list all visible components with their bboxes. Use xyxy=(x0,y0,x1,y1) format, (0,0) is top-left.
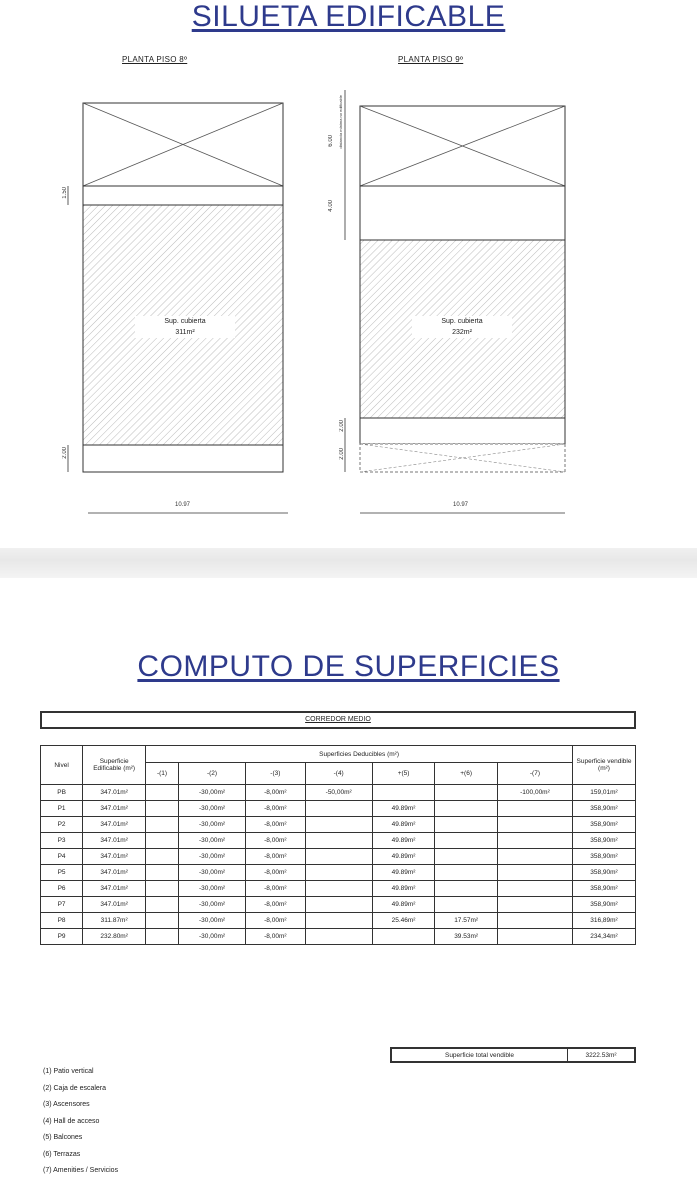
plan-right-label: PLANTA PISO 9º xyxy=(398,55,464,64)
table-cell: 358,90m² xyxy=(573,897,636,913)
dim-right-note: distancia mínima no edificable xyxy=(338,95,343,149)
table-cell xyxy=(146,897,179,913)
legend-item: (2) Caja de escalera xyxy=(43,1084,107,1092)
table-cell: -30,00m² xyxy=(178,913,245,929)
dim-right-b: 4.00 xyxy=(328,200,334,212)
table-cell: 232.80m² xyxy=(83,929,146,945)
dim-left-top: 1.50 xyxy=(62,187,68,199)
table-cell: 347.01m² xyxy=(83,897,146,913)
table-cell xyxy=(146,913,179,929)
row-level: P2 xyxy=(41,817,83,833)
table-cell: -8,00m² xyxy=(246,913,305,929)
surface-table xyxy=(40,745,636,945)
table-row xyxy=(41,849,636,865)
header-col-6: +(6) xyxy=(435,763,498,785)
table-cell xyxy=(497,897,572,913)
plan-right-drawing xyxy=(330,90,580,525)
sup-label: Sup. cubierta xyxy=(441,318,483,325)
table-cell: -8,00m² xyxy=(246,817,305,833)
row-level: P3 xyxy=(41,833,83,849)
table-cell xyxy=(305,881,372,897)
table-cell: 347.01m² xyxy=(83,865,146,881)
header-col-2: -(2) xyxy=(178,763,245,785)
header-col-7: -(7) xyxy=(497,763,572,785)
total-label: Superficie total vendible xyxy=(392,1049,568,1061)
table-cell: 347.01m² xyxy=(83,817,146,833)
row-level: P1 xyxy=(41,801,83,817)
header-col-1: -(1) xyxy=(146,763,179,785)
table-row xyxy=(41,897,636,913)
legend-item: (4) Hall de acceso xyxy=(43,1117,100,1125)
table-cell: 17.57m² xyxy=(435,913,498,929)
table-cell xyxy=(435,801,498,817)
page-separator xyxy=(0,548,697,578)
header-col-5: +(5) xyxy=(372,763,435,785)
table-cell xyxy=(146,881,179,897)
table-row xyxy=(41,801,636,817)
table-cell: -8,00m² xyxy=(246,929,305,945)
table-cell xyxy=(305,833,372,849)
row-level: P8 xyxy=(41,913,83,929)
table-cell xyxy=(305,897,372,913)
section-title: COMPUTO DE SUPERFICIES xyxy=(137,650,560,683)
table-cell xyxy=(372,929,435,945)
table-cell xyxy=(435,833,498,849)
table-cell: 358,90m² xyxy=(573,881,636,897)
table-cell: -50,00m² xyxy=(305,785,372,801)
header-sup-vendible: Superficie vendible (m²) xyxy=(573,746,636,785)
table-cell xyxy=(497,929,572,945)
table-cell xyxy=(497,833,572,849)
table-cell xyxy=(146,849,179,865)
table-cell: 358,90m² xyxy=(573,833,636,849)
legend-item: (3) Ascensores xyxy=(43,1101,90,1108)
table-cell xyxy=(497,849,572,865)
table-cell: 49.89m² xyxy=(372,817,435,833)
table-cell: -8,00m² xyxy=(246,897,305,913)
table-cell: -8,00m² xyxy=(246,881,305,897)
table-row xyxy=(41,929,636,945)
table-cell xyxy=(435,817,498,833)
row-level: P5 xyxy=(41,865,83,881)
plan-left-label: PLANTA PISO 8º xyxy=(122,55,188,64)
legend-item: (6) Terrazas xyxy=(43,1150,81,1158)
table-cell xyxy=(497,801,572,817)
table-cell xyxy=(146,929,179,945)
table-row xyxy=(41,881,636,897)
table-cell xyxy=(146,785,179,801)
width-right: 10.97 xyxy=(453,502,469,508)
table-cell: 49.89m² xyxy=(372,881,435,897)
table-cell: 311.87m² xyxy=(83,913,146,929)
table-cell: -30,00m² xyxy=(178,881,245,897)
table-cell: -30,00m² xyxy=(178,929,245,945)
table-cell xyxy=(146,801,179,817)
table-cell xyxy=(497,865,572,881)
table-cell xyxy=(497,817,572,833)
table-cell: 347.01m² xyxy=(83,833,146,849)
table-cell xyxy=(305,865,372,881)
table-cell: -8,00m² xyxy=(246,801,305,817)
header-deducibles: Superficies Deducibles (m²) xyxy=(146,746,573,763)
table-row xyxy=(41,817,636,833)
total-value: 3222.53m² xyxy=(585,1051,617,1059)
total-box xyxy=(390,1047,636,1063)
legend xyxy=(43,1064,118,1180)
legend-item: (1) Patio vertical xyxy=(43,1068,94,1075)
table-cell: 49.89m² xyxy=(372,801,435,817)
legend-item: (5) Balcones xyxy=(43,1134,83,1141)
table-cell: -30,00m² xyxy=(178,801,245,817)
table-cell: -30,00m² xyxy=(178,833,245,849)
table-cell xyxy=(435,785,498,801)
header-col-4: -(4) xyxy=(305,763,372,785)
table-cell xyxy=(146,817,179,833)
table-cell xyxy=(435,849,498,865)
table-cell: 25.46m² xyxy=(372,913,435,929)
table-cell xyxy=(305,929,372,945)
table-cell xyxy=(435,897,498,913)
table-cell xyxy=(435,881,498,897)
table-cell: -8,00m² xyxy=(246,833,305,849)
table-cell: 358,90m² xyxy=(573,817,636,833)
header-nivel: Nivel xyxy=(41,746,83,785)
plan-left-drawing xyxy=(60,95,300,525)
table-cell: -8,00m² xyxy=(246,785,305,801)
table-title: CORREDOR MEDIO xyxy=(40,711,636,729)
dim-right-d: 2.00 xyxy=(339,448,345,460)
table-cell: -100,00m² xyxy=(497,785,572,801)
table-cell xyxy=(305,849,372,865)
table-cell: 347.01m² xyxy=(83,785,146,801)
dim-right-a: 6.00 xyxy=(328,135,334,147)
table-cell: 49.89m² xyxy=(372,897,435,913)
table-cell: 347.01m² xyxy=(83,849,146,865)
table-cell: 347.01m² xyxy=(83,801,146,817)
table-row xyxy=(41,913,636,929)
header-sup-edificable: Superficie Edificable (m²) xyxy=(83,746,146,785)
table-cell xyxy=(146,865,179,881)
sup-cubierta-left xyxy=(135,316,235,338)
table-cell xyxy=(305,913,372,929)
header-col-3: -(3) xyxy=(246,763,305,785)
table-cell xyxy=(497,913,572,929)
table-cell: 358,90m² xyxy=(573,849,636,865)
legend-item: (7) Amenities / Servicios xyxy=(43,1167,119,1174)
row-level: P9 xyxy=(41,929,83,945)
table-cell xyxy=(146,833,179,849)
sup-cubierta-right xyxy=(412,316,512,338)
table-cell xyxy=(372,785,435,801)
row-level: PB xyxy=(41,785,83,801)
table-cell: 39.53m² xyxy=(435,929,498,945)
table-cell: 358,90m² xyxy=(573,865,636,881)
table-cell: 316,89m² xyxy=(573,913,636,929)
table-cell: -8,00m² xyxy=(246,865,305,881)
table-cell: 49.89m² xyxy=(372,865,435,881)
sup-value: 311m² xyxy=(175,329,195,336)
table-cell xyxy=(497,881,572,897)
table-row xyxy=(41,833,636,849)
table-cell: -30,00m² xyxy=(178,897,245,913)
table-cell: -30,00m² xyxy=(178,849,245,865)
width-left: 10.97 xyxy=(175,502,191,508)
table-cell: 49.89m² xyxy=(372,849,435,865)
dim-right-c: 2.00 xyxy=(339,420,345,432)
table-row xyxy=(41,865,636,881)
table-cell: -8,00m² xyxy=(246,849,305,865)
dim-left-bottom: 2.00 xyxy=(62,447,68,459)
row-level: P6 xyxy=(41,881,83,897)
row-level: P4 xyxy=(41,849,83,865)
table-cell: 159,01m² xyxy=(573,785,636,801)
table-cell: -30,00m² xyxy=(178,817,245,833)
table-cell: -30,00m² xyxy=(178,785,245,801)
sup-value: 232m² xyxy=(452,329,472,336)
row-level: P7 xyxy=(41,897,83,913)
table-row xyxy=(41,785,636,801)
table-cell xyxy=(305,817,372,833)
table-cell xyxy=(305,801,372,817)
table-cell: -30,00m² xyxy=(178,865,245,881)
page-title: SILUETA EDIFICABLE xyxy=(191,0,506,33)
sup-label: Sup. cubierta xyxy=(164,318,206,325)
table-cell: 234,34m² xyxy=(573,929,636,945)
table-cell: 49.89m² xyxy=(372,833,435,849)
table-cell: 347.01m² xyxy=(83,881,146,897)
table-cell: 358,90m² xyxy=(573,801,636,817)
table-cell xyxy=(435,865,498,881)
